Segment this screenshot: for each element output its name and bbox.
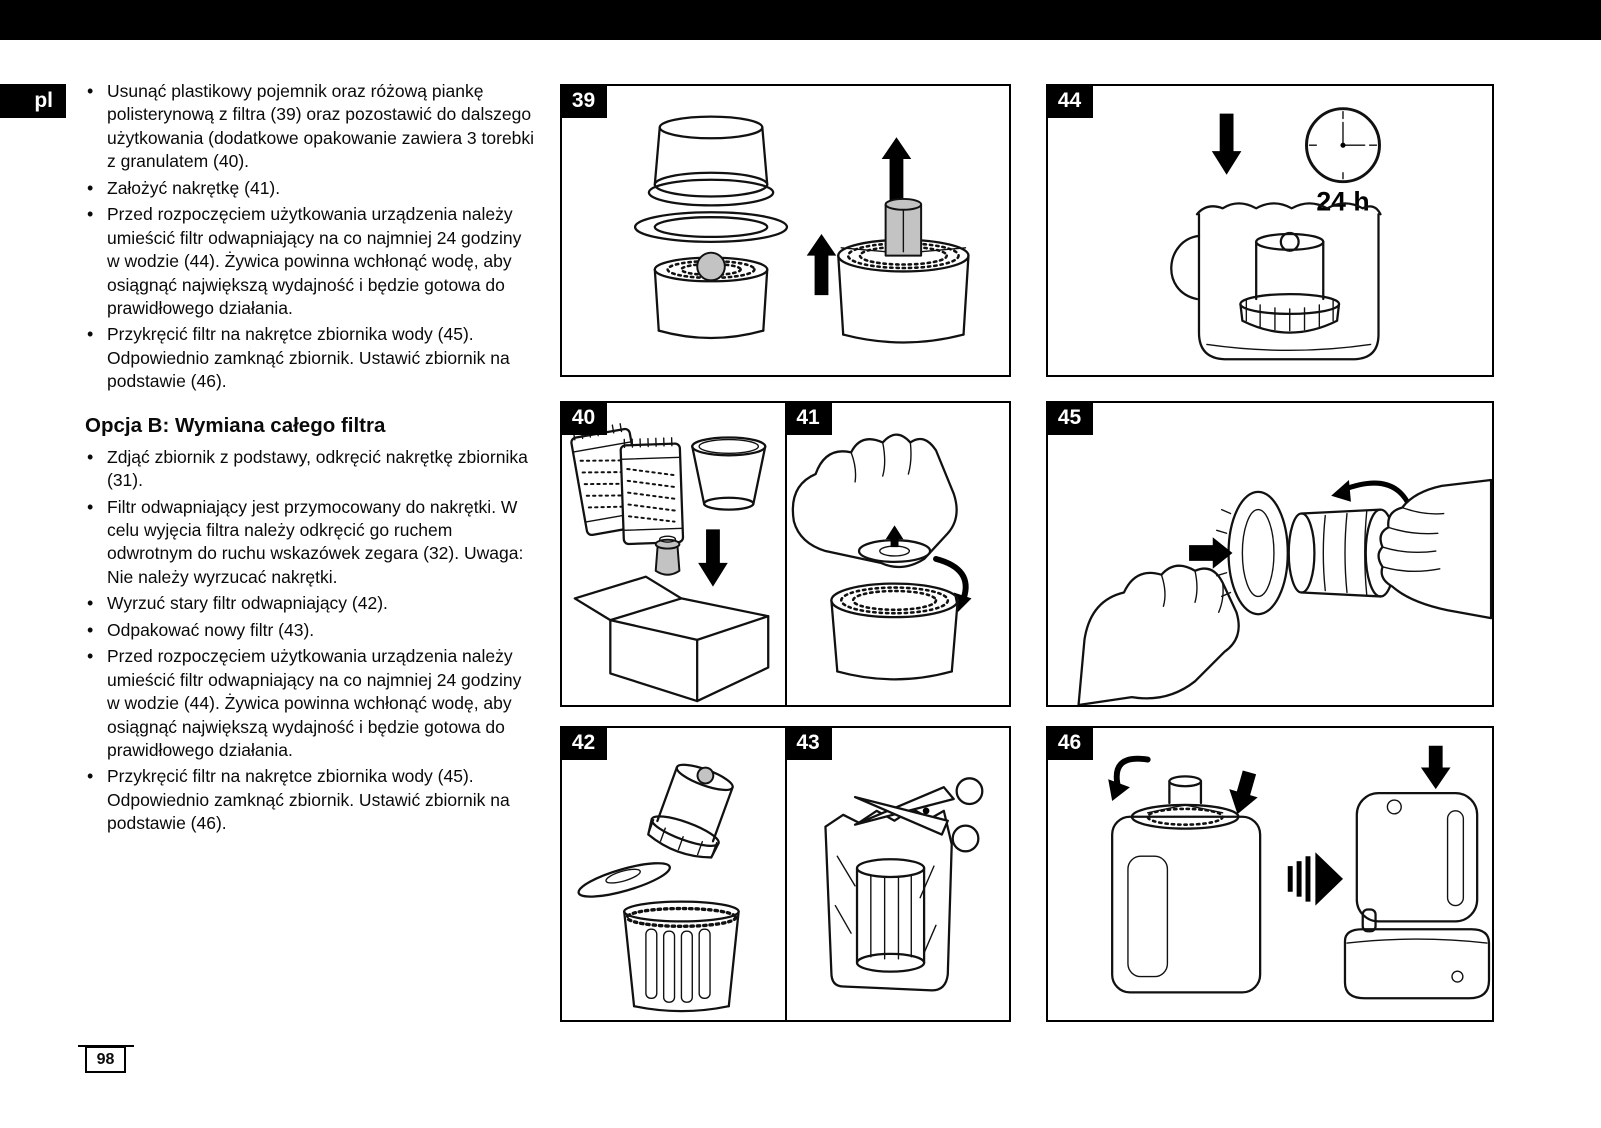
illustration-39-remove-container [562,86,1009,375]
figure-panel-44 [1046,84,1494,377]
illustration-41-cap [793,435,972,680]
illustration-46-assemble [1048,728,1492,1020]
illustration-44-soak-filter [1048,86,1492,375]
figure-label: 45 [1046,401,1093,435]
down-arrow-icon [698,529,728,586]
figure-panel-46 [1046,726,1494,1022]
instruction-bullet: • Przed rozpoczęciem użytkowania urządzenia należy umieścić filtr odwapniający na co najmniej 24 godziny w wodzie (44). Żywica powinna wchłonąć wodę, aby osiągnąć największą wydajność i będzie gotowa do prawidłowego działania. [85,645,537,762]
instructions-column [85,80,537,839]
transition-arrow-icon [1288,852,1343,905]
figure-label: 42 [560,726,607,760]
option-b-heading: Opcja B: Wymiana całego filtra [85,413,386,437]
figure-label: 44 [1046,84,1093,118]
option-a-bullet-list [85,80,537,394]
top-black-bar [0,0,1601,40]
open-box [575,577,768,701]
figure-label: 40 [560,401,607,435]
instruction-bullet: • Wyrzuć stary filtr odwapniający (42). [85,592,537,615]
option-b-bullet-list [85,446,537,836]
granulate-bag [620,438,683,545]
instruction-bullet: • Odpakować nowy filtr (43). [85,619,537,642]
instruction-bullet: • Zdjąć zbiornik z podstawy, odkręcić nakrętkę zbiornika (31). [85,446,537,493]
figure-label: 41 [785,401,832,435]
figure-panel-42-43 [560,726,1011,1022]
right-arrow-icon [1189,537,1232,569]
filter-cup [692,438,765,510]
plastic-bag [825,809,951,991]
granulate-knob [697,253,725,281]
instruction-bullet: • Filtr odwapniający jest przymocowany do nakrętki. W celu wyjęcia filtra należy odkręcić go ruchem odwrotnym do ruchu wskazówek zegara (32). Uwaga: Nie należy wyrzucać nakrętki. [85,496,537,590]
up-arrow-icon [882,137,912,200]
trash-lid [576,856,673,903]
humidifier-base [1345,910,1489,999]
figure-panel-40-41 [560,401,1011,707]
figure-panel-39 [560,84,1011,377]
jug-handle [1171,236,1199,299]
scissors-icon [855,778,982,851]
old-filter [644,756,741,864]
illustration-45-screw-filter [1048,403,1492,705]
page-number: 98 [85,1046,126,1073]
water-jug [1171,203,1380,359]
instruction-bullet: • Przykręcić filtr na nakrętce zbiornika wody (45). Odpowiednio zamknąć zbiornik. Ustawić zbiornik na podstawie (46). [85,323,537,393]
trash-can [624,902,738,1011]
instruction-bullet: • Usunąć plastikowy pojemnik oraz różową piankę polisterynową z filtra (39) oraz pozostawić do dalszego użytkowania (dodatkowe opakowanie zawiera 3 torebki z granulatem (40). [85,80,537,174]
rotate-arrow-icon [1117,759,1148,788]
down-arrow-icon [1212,114,1242,175]
figure-label: 46 [1046,726,1093,760]
figure-label: 43 [785,726,832,760]
illustration-43-unpack [825,778,982,990]
hand [1379,480,1492,618]
hand [1079,566,1239,705]
rotate-arrow-icon [1343,483,1410,508]
power-button [1452,971,1463,982]
instruction-bullet: • Przed rozpoczęciem użytkowania urządzenia należy umieścić filtr odwapniający na co najmniej 24 godziny w wodzie (44). Żywica powinna wchłonąć wodę, aby osiągnąć największą wydajność i będzie gotowa do prawidłowego działania. [85,203,537,320]
instruction-bullet: • Założyć nakrętkę (41). [85,177,537,200]
down-arrow-icon [1421,746,1451,789]
clock-icon [1306,109,1379,182]
language-tab-label: pl [34,89,53,112]
panel-divider [785,728,787,1020]
small-canister [656,536,680,574]
language-tab [0,84,66,118]
humidifier-tank [1357,793,1477,921]
up-arrow-icon [807,234,837,295]
figure-label: 39 [560,84,607,118]
panel-divider [785,403,787,705]
instruction-bullet: • Przykręcić filtr na nakrętce zbiornika wody (45). Odpowiednio zamknąć zbiornik. Ustawić zbiornik na podstawie (46). [85,765,537,835]
soak-time-label: 24 h [1316,186,1370,217]
figure-panel-45 [1046,401,1494,707]
